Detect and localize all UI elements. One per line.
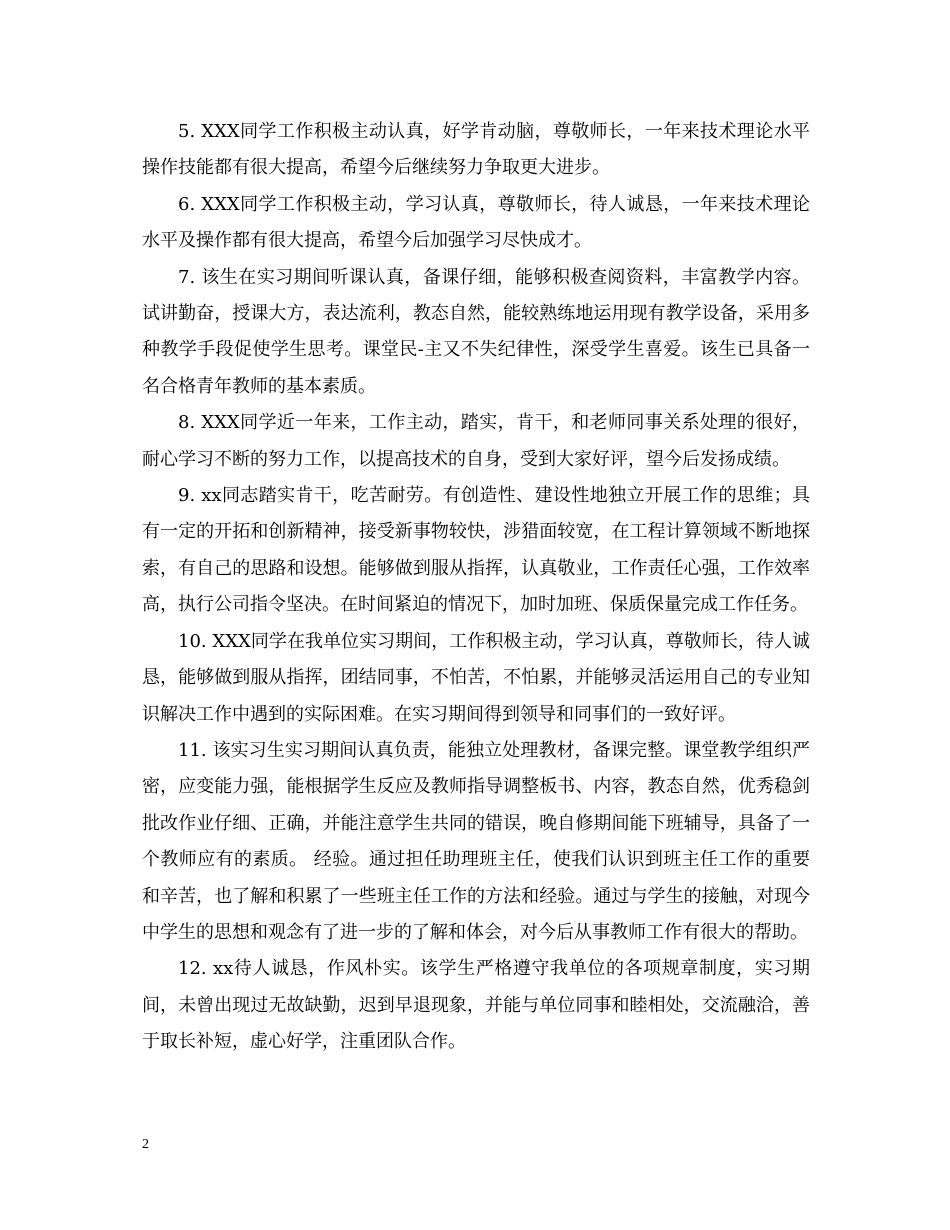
paragraph-item-9: 9. xx同志踏实肯干，吃苦耐劳。有创造性、建设性地独立开展工作的思维；具有一定的开拓和创新精神，接受新事物较快，涉猎面较宽，在工程计算领域不断地探索，有自己的思路和设想。能够做到服从指挥，认真敬业，工作责任心强，工作效率高，执行公司指令坚决。在时间紧迫的情况下，加时加班、保质保量完成工作任务。 <box>142 485 810 616</box>
paragraph-item-8: 8. XXX同学近一年来，工作主动，踏实，肯干，和老师同事关系处理的很好，耐心学习不断的努力工作，以提高技术的自身，受到大家好评，望今后发扬成绩。 <box>142 412 810 470</box>
paragraph-item-12: 12. xx待人诚恳，作风朴实。该学生严格遵守我单位的各项规章制度，实习期间，未曾出现过无故缺勤，迟到早退现象，并能与单位同事和睦相处，交流融洽，善于取长补短，虚心好学，注重团队合作。 <box>142 958 810 1053</box>
paragraph-item-7: 7. 该生在实习期间听课认真，备课仔细，能够积极查阅资料，丰富教学内容。试讲勤奋，授课大方，表达流利，教态自然，能较熟练地运用现有教学设备，采用多种教学手段促使学生思考。课堂民-主又不失纪律性，深受学生喜爱。该生已具备一名合格青年教师的基本素质。 <box>142 266 810 397</box>
page-number: 2 <box>142 1137 149 1152</box>
paragraph-item-10: 10. XXX同学在我单位实习期间，工作积极主动，学习认真，尊敬师长，待人诚恳，能够做到服从指挥，团结同事，不怕苦，不怕累，并能够灵活运用自己的专业知识解决工作中遇到的实际困难。在实习期间得到领导和同事们的一致好评。 <box>142 630 810 725</box>
document-body <box>142 114 810 1061</box>
paragraph-item-6: 6. XXX同学工作积极主动，学习认真，尊敬师长，待人诚恳，一年来技术理论水平及操作都有很大提高，希望今后加强学习尽快成才。 <box>142 193 810 252</box>
paragraph-item-5: 5. XXX同学工作积极主动认真，好学肯动脑，尊敬师长，一年来技术理论水平操作技能都有很大提高，希望今后继续努力争取更大进步。 <box>142 121 810 179</box>
paragraph-item-11: 11. 该实习生实习期间认真负责，能独立处理教材，备课完整。课堂教学组织严密，应变能力强，能根据学生反应及教师指导调整板书、内容，教态自然，优秀稳剑批改作业仔细、正确，并能注意学生共同的错误，晚自修期间能下班辅导，具备了一个教师应有的素质。 经验。通过担任助理班主任，使我们认识到班主任工作的重要和辛苦，也了解和积累了一些班主任工作的方法和经验。通过与学生的接触，对现今中学生的思想和观念有了进一步的了解和体会，对今后从事教师工作有很大的帮助。 <box>142 739 810 943</box>
